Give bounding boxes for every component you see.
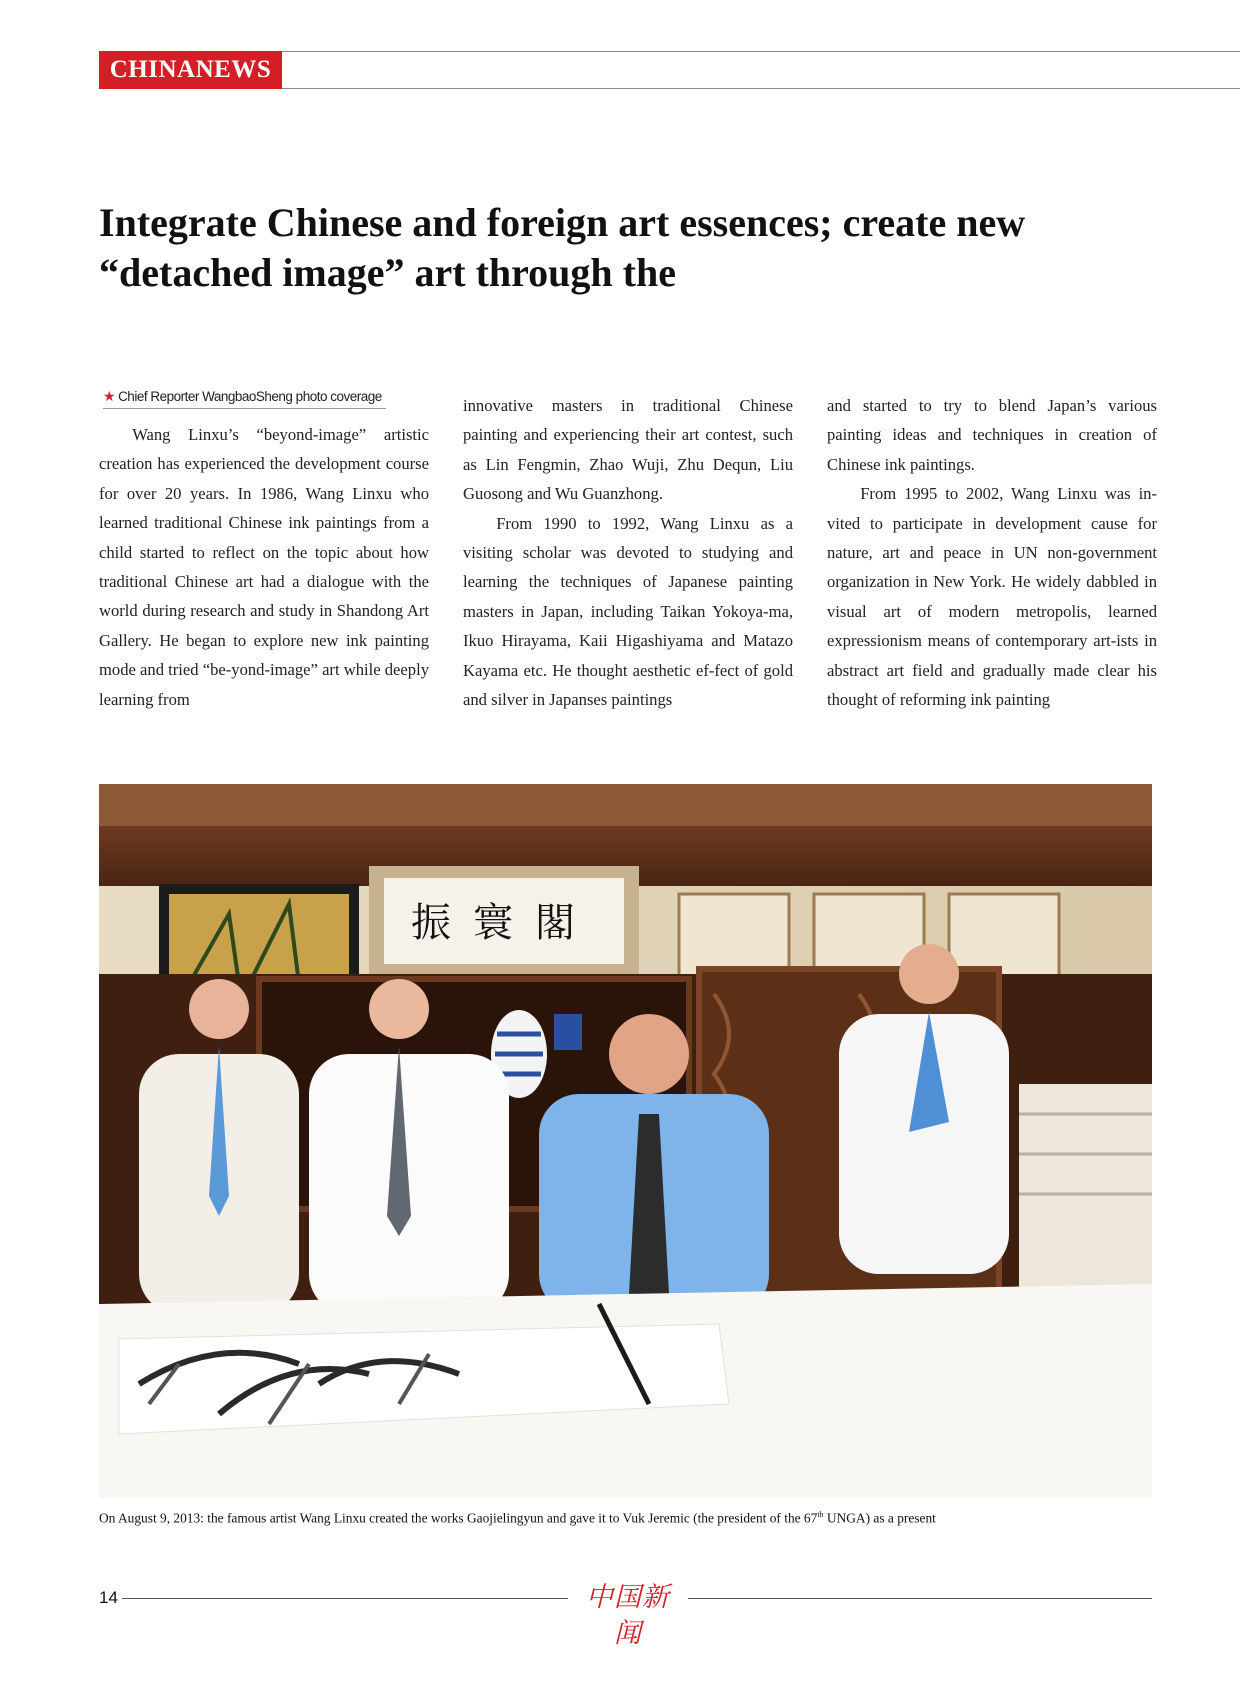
column-2-paragraph-2: From 1990 to 1992, Wang Linxu as a visiting scholar was devoted to studying and learning the techniques of Japanese painting masters in Japan, including Taikan Yokoya-ma, Ikuo Hirayama, Kaii Higashiyama and Matazo Kayama etc. He thought aesthetic ef-fect of gold and silver in Japanses paintings [463,513,793,710]
column-3-paragraph-1: and started to try to blend Japan’s various painting ideas and techniques in creation of Chinese ink paintings. [827,396,1157,474]
page-number: 14 [99,1588,118,1607]
column-3-paragraph-2: From 1995 to 2002, Wang Linxu was in-vited to participate in development cause for nature, art and peace in UN non-government organization in New York. He widely dabbled in visual art of modern metropolis, learned expressionism means of contemporary art-ists in abstract art field and gradually made clear his thought of reforming ink painting [827,484,1157,710]
footer-rule-left [122,1598,568,1599]
byline [103,388,386,409]
magazine-logo: 中国新闻 [586,1582,670,1649]
byline-text: Chief Reporter WangbaoSheng photo coverage [118,389,382,404]
column-2-paragraph-1: innovative masters in traditional Chinese painting and experiencing their art contest, such as Lin Fengmin, Zhao Wuji, Zhu Dequn, Liu Guosong and Wu Guanzhong. [463,396,793,504]
column-1-paragraph: Wang Linxu’s “beyond-image” artistic creation has experienced the development course for over 20 years. In 1986, Wang Linxu who learned traditional Chinese ink paintings from a child started to reflect on the topic about how traditional Chinese art had a dialogue with the world during research and study in Shandong Art Gallery. He began to explore new ink painting mode and tried “be-yond-image” art while deeply learning from [99,425,429,709]
title-line-2: “detached image” art through the [99,250,676,295]
calligraphy-text: 振寰閣 [411,900,597,946]
footer-rule-right [688,1598,1152,1599]
caption-superscript: th [817,1510,824,1519]
article-column-1 [99,420,429,714]
article-column-2 [463,391,793,714]
star-icon: ★ [103,388,116,404]
photo-caption [99,1510,1159,1526]
title-line-1: Integrate Chinese and foreign art essences; create new [99,200,1026,245]
caption-text-end: UNGA) as a present [823,1510,936,1526]
article-photo [99,784,1152,1498]
photo-illustration [99,784,1152,1498]
brand-label: CHINANEWS [99,51,282,89]
article-column-3 [827,391,1157,714]
caption-text: On August 9, 2013: the famous artist Wang Linxu created the works Gaojielingyun and gave it to Vuk Jeremic (the president of the 67 [99,1510,818,1526]
article-title [99,198,1159,298]
